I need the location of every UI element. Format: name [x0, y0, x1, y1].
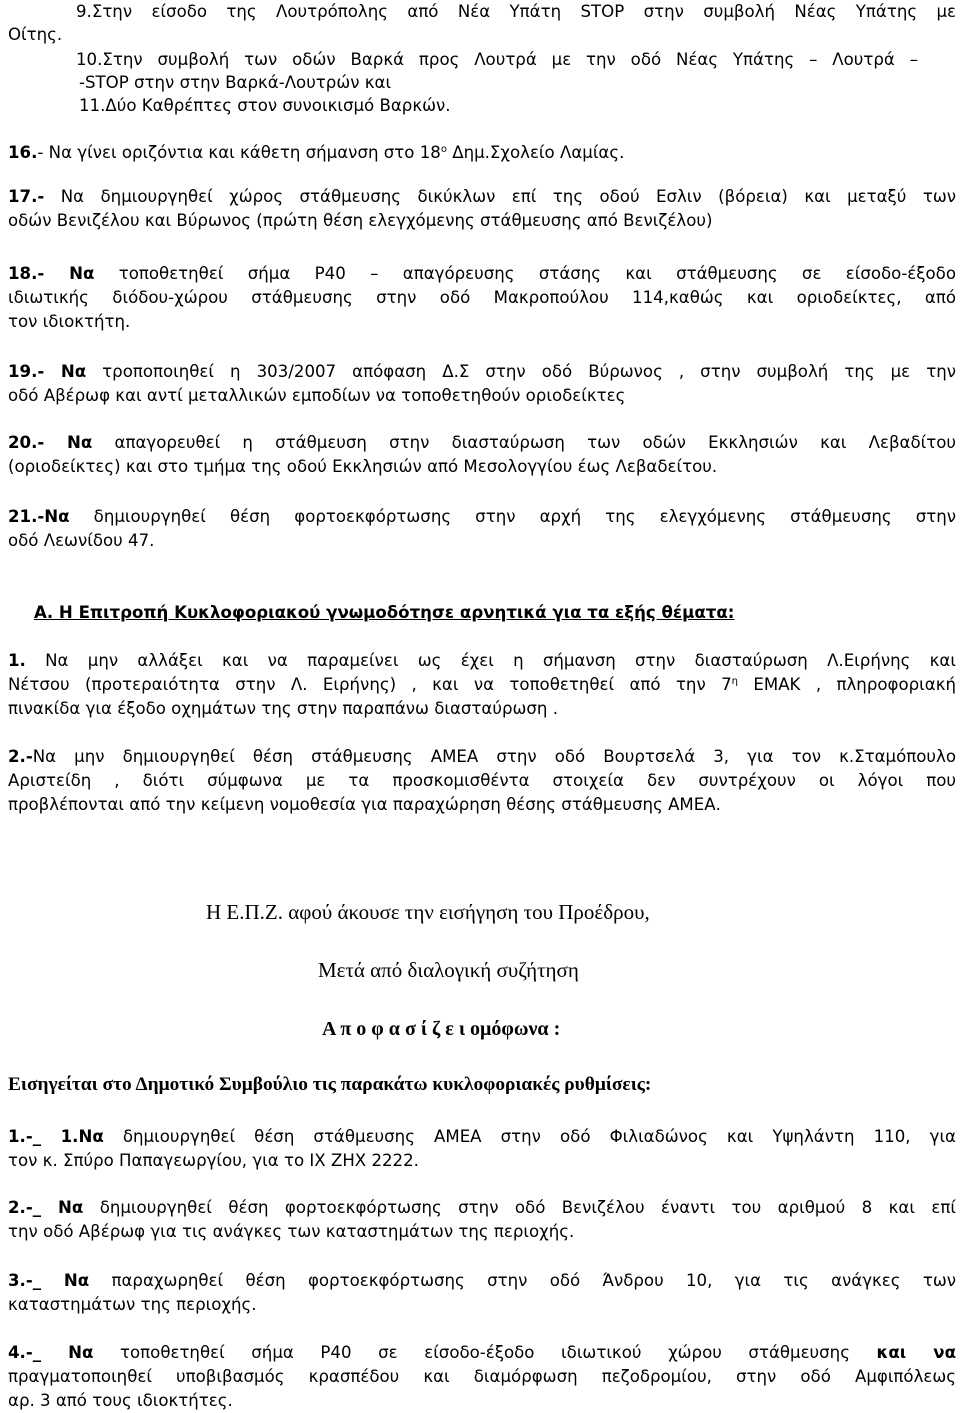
item-16 [8, 142, 624, 164]
proposal-1-text-1: δημιουργηθεί θέση στάθμευσης ΑΜΕΑ στην οδό Φιλιαδώνος και Υψηλάντη 110, για [103, 1127, 956, 1146]
proposal-4-text-1a: τοποθετηθεί σήμα Ρ40 σε είσοδο-έξοδο ιδιωτικού χώρου στάθμευσης [93, 1343, 877, 1362]
section-a-item-1-line-2 [8, 674, 956, 696]
item-17-line-1 [8, 186, 956, 208]
section-a-item-1-text-1: Να μην αλλάξει και να παραμείνει ως έχει η σήμανση στην διασταύρωση Λ.Ειρήνης και [25, 651, 956, 670]
item-21-text-1: δημιουργηθεί θέση φορτοεκφόρτωσης στην αρχή της ελεγχόμενης στάθμευσης στην [69, 507, 956, 526]
item-21-line-2: οδό Λεωνίδου 47. [8, 531, 155, 550]
section-a-item-1-text-2a: Νέτσου (προτεραιότητα στην Λ. Ειρήνης) , και να τοποθετηθεί από την 7 [8, 675, 732, 694]
item-21-number: 21.-Να [8, 507, 70, 526]
section-a-item-2-number: 2.- [8, 747, 33, 766]
proposal-3-line-1 [8, 1270, 956, 1292]
decision-line-2: Μετά από διαλογική συζήτηση [318, 958, 579, 982]
item-19-line-1 [8, 361, 956, 383]
item-17-line-2: οδών Βενιζέλου και Βύρωνος (πρώτη θέση ελεγχόμενης στάθμευσης από Βενιζέλου) [8, 211, 713, 230]
section-a-item-1-superscript: η [731, 676, 739, 687]
proposal-4-line-2: πραγματοποιηθεί υποβιβασμός κρασπέδου και διαμόρφωση πεζοδρομίου, στην οδό Αμφιπόλεως [8, 1367, 956, 1386]
item-18-line-3: τον ιδιοκτήτη. [8, 312, 131, 331]
decision-line-4: Εισηγείται στο Δημοτικό Συμβούλιο τις παρακάτω κυκλοφοριακές ρυθμίσεις: [8, 1074, 652, 1095]
proposal-4-line-3: αρ. 3 από τους ιδιοκτήτες. [8, 1391, 233, 1410]
proposal-2-number: 2.-_ Να [8, 1198, 84, 1217]
section-a-item-2-line-1 [8, 746, 956, 768]
proposal-1-number: 1.-_ 1.Να [8, 1127, 104, 1146]
proposal-1-line-2: τον κ. Σπύρο Παπαγεωργίου, για το ΙΧ ΖΗΧ 2222. [8, 1151, 419, 1170]
section-a-item-2-text-1: Να μην δημιουργηθεί θέση στάθμευσης ΑΜΕΑ στην οδό Βουρτσελά 3, για τον κ.Σταμόπουλο [32, 747, 956, 766]
item-16-superscript: ο [440, 144, 447, 155]
item-19-line-2: οδό Αβέρωφ και αντί μεταλλικών εμποδίων να τοποθετηθούν οριοδείκτες [8, 386, 626, 405]
item-17-text-1: Να δημιουργηθεί χώρος στάθμευσης δικύκλων επί της οδού Εσλιν (βόρεια) και μεταξύ των [44, 187, 956, 206]
proposal-2-line-2: την οδό Αβέρωφ για τις ανάγκες των καταστημάτων της περιοχής. [8, 1222, 575, 1241]
item-18-line-2: ιδιωτικής διόδου-χώρου στάθμευσης στην οδό Μακροπούλου 114,καθώς και οριοδείκτες, από [8, 288, 956, 307]
proposal-4-number: 4.-_ Να [8, 1343, 94, 1362]
section-a-item-1-text-2b: ΕΜΑΚ , πληροφοριακή [738, 675, 956, 694]
proposal-4-text-1b: και να [876, 1343, 957, 1362]
item-16-text-a: - Να γίνει οριζόντια και κάθετη σήμανση στο 18 [37, 143, 441, 162]
item-18-text-1: τοποθετηθεί σήμα Ρ40 – απαγόρευσης στάσης και στάθμευσης σε είσοδο-έξοδο [94, 264, 956, 283]
proposal-2-line-1 [8, 1197, 956, 1219]
decision-line-3: Α π ο φ α σ ί ζ ε ι ομόφωνα : [322, 1018, 561, 1040]
proposal-3-text-1: παραχωρηθεί θέση φορτοεκφόρτωσης στην οδό Άνδρου 10, για τις ανάγκες των [89, 1271, 956, 1290]
item-9-line-1: 9.Στην είσοδο της Λουτρόπολης από Νέα Υπάτη STOP στην συμβολή Νέας Υπάτης με [76, 2, 956, 21]
item-20-line-1 [8, 432, 956, 454]
item-20-number: 20.- Να [8, 433, 93, 452]
section-a-item-2-line-3: προβλέπονται από την κείμενη νομοθεσία για παραχώρηση θέσης στάθμευσης ΑΜΕΑ. [8, 795, 721, 814]
item-19-text-1: τροποποιηθεί η 303/2007 απόφαση Δ.Σ στην οδό Βύρωνος , στην συμβολή της με την [86, 362, 956, 381]
section-a-item-1-number: 1. [8, 651, 26, 670]
proposal-3-line-2: καταστημάτων της περιοχής. [8, 1295, 257, 1314]
item-20-text-1: απαγορευθεί η στάθμευση στην διασταύρωση των οδών Εκκλησιών και Λεβαδίτου [92, 433, 956, 452]
item-16-number: 16. [8, 143, 38, 162]
section-a-item-2-line-2: Αριστείδη , διότι σύμφωνα με τα προσκομισθέντα στοιχεία δεν συντρέχουν οι λόγοι που [8, 771, 956, 790]
item-10-line-2: -STOP στην στην Βαρκά-Λουτρών και [79, 73, 392, 92]
proposal-3-number: 3.-_ Να [8, 1271, 90, 1290]
proposal-1-line-1 [8, 1126, 956, 1148]
item-18-line-1 [8, 263, 956, 285]
item-10-line-1: 10.Στην συμβολή των οδών Βαρκά προς Λουτρά με την οδό Νέας Υπάτης – Λουτρά – [76, 50, 918, 69]
item-21-line-1 [8, 506, 956, 528]
item-20-line-2: (οριοδείκτες) και στο τμήμα της οδού Εκκλησιών από Μεσολογγίου έως Λεβαδείτου. [8, 457, 718, 476]
section-a-item-1-line-3: πινακίδα για έξοδο οχημάτων της στην παραπάνω διασταύρωση . [8, 699, 558, 718]
section-a-heading: Α. Η Επιτροπή Κυκλοφοριακού γνωμοδότησε αρνητικά για τα εξής θέματα: [34, 603, 735, 622]
proposal-4-line-1 [8, 1342, 956, 1364]
decision-line-1: Η Ε.Π.Ζ. αφού άκουσε την εισήγηση του Προέδρου, [206, 900, 650, 924]
item-17-number: 17.- [8, 187, 45, 206]
item-16-text-b: Δημ.Σχολείο Λαμίας. [446, 143, 625, 162]
item-19-number: 19.- Να [8, 362, 87, 381]
item-9-line-2: Οίτης. [8, 25, 63, 44]
section-a-item-1-line-1 [8, 650, 956, 672]
item-11-line: 11.Δύο Καθρέπτες στον συνοικισμό Βαρκών. [79, 96, 451, 115]
item-18-number: 18.- Να [8, 264, 95, 283]
proposal-2-text-1: δημιουργηθεί θέση φορτοεκφόρτωσης στην οδό Βενιζέλου έναντι του αριθμού 8 και επί [83, 1198, 956, 1217]
